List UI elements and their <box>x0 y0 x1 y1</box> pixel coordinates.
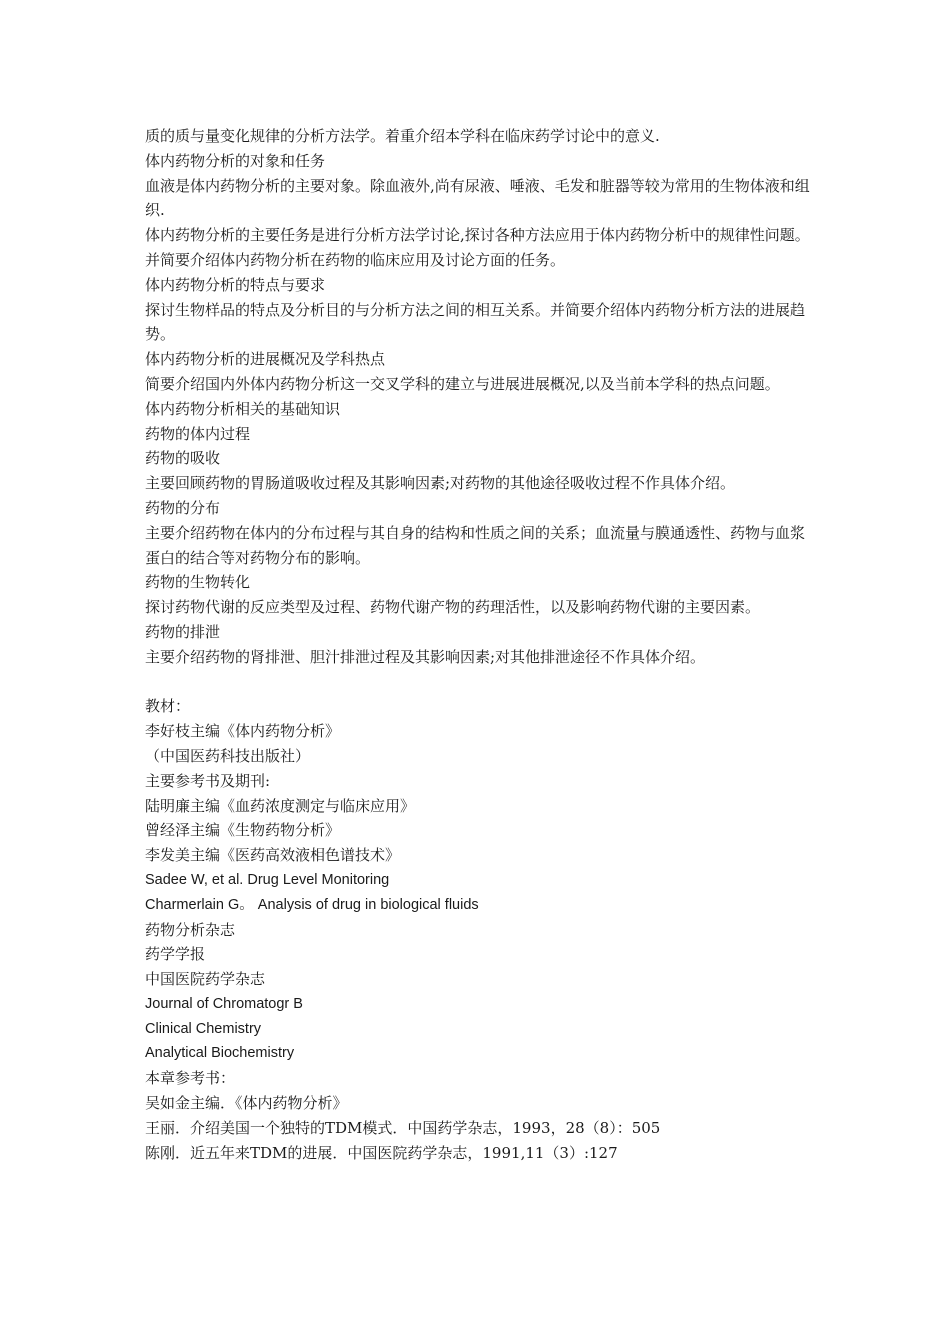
reference-item: 曾经泽主编《生物药物分析》 <box>145 821 341 840</box>
paragraph: 主要介绍药物在体内的分布过程与其自身的结构和性质之间的关系；血流量与膜通透性、药物与血浆蛋白的结合等对药物分布的影响。 <box>145 523 806 567</box>
reference-item: Sadee W, et al. Drug Level Monitoring <box>145 871 390 888</box>
heading: 药物的分布 <box>145 498 221 517</box>
heading: 药物的生物转化 <box>145 573 251 592</box>
heading: 体内药物分析的进展概况及学科热点 <box>145 350 386 369</box>
heading: 体内药物分析相关的基础知识 <box>145 399 341 418</box>
paragraph: 体内药物分析的主要任务是进行分析方法学讨论,探讨各种方法应用于体内药物分析中的规律性问题。并简要介绍体内药物分析在药物的临床应用及讨论方面的任务。 <box>145 226 810 269</box>
journal-item: 中国医院药学杂志 <box>145 970 266 989</box>
chapter-references-label: 本章参考书： <box>145 1069 236 1088</box>
paragraph: 质的质与量变化规律的分析方法学。着重介绍本学科在临床药学讨论中的意义. <box>145 127 660 145</box>
heading: 药物的排泄 <box>145 622 221 641</box>
spacer <box>145 670 810 695</box>
paragraph: 简要介绍国内外体内药物分析这一交叉学科的建立与进展进展概况,以及当前本学科的热点问题。 <box>145 374 780 393</box>
journal-item: Clinical Chemistry <box>145 1020 262 1037</box>
heading: 体内药物分析的特点与要求 <box>145 275 326 294</box>
paragraph: 主要回顾药物的胃肠道吸收过程及其影响因素;对药物的其他途径吸收过程不作具体介绍。 <box>145 474 736 493</box>
reference-item: （中国医药科技出版社） <box>145 746 311 765</box>
textbook-label: 教材： <box>145 697 191 716</box>
journal-item: Journal of Chromatogr B <box>145 995 303 1012</box>
references-label: 主要参考书及期刊: <box>145 771 271 790</box>
reference-item: 陆明廉主编《血药浓度测定与临床应用》 <box>145 796 416 815</box>
reference-item: 李发美主编《医药高效液相色谱技术》 <box>145 846 401 865</box>
reference-item: 李好枝主编《体内药物分析》 <box>145 722 341 741</box>
journal-item: Analytical Biochemistry <box>145 1045 295 1062</box>
document-page <box>145 124 810 1165</box>
heading: 体内药物分析的对象和任务 <box>145 151 326 170</box>
reference-item: 吴如金主编．《体内药物分析》 <box>145 1094 348 1113</box>
paragraph: 探讨生物样品的特点及分析目的与分析方法之间的相互关系。并简要介绍体内药物分析方法的进展趋势。 <box>145 300 806 344</box>
reference-item: 王丽．介绍美国一个独特的TDM模式．中国药学杂志，1993，28（8）：505 <box>145 1118 661 1137</box>
paragraph: 主要介绍药物的肾排泄、胆汁排泄过程及其影响因素;对其他排泄途径不作具体介绍。 <box>145 647 706 666</box>
paragraph: 血液是体内药物分析的主要对象。除血液外,尚有尿液、唾液、毛发和脏器等较为常用的生物体液和组织. <box>145 176 810 220</box>
journal-item: 药物分析杂志 <box>145 920 236 939</box>
heading: 药物的吸收 <box>145 449 221 468</box>
heading: 药物的体内过程 <box>145 424 251 443</box>
paragraph: 探讨药物代谢的反应类型及过程、药物代谢产物的药理活性，以及影响药物代谢的主要因素。 <box>145 598 761 617</box>
reference-item: Charmerlain G。 Analysis of drug in biological fluids <box>145 896 479 913</box>
journal-item: 药学学报 <box>145 945 206 964</box>
reference-item: 陈刚．近五年来TDM的进展．中国医院药学杂志，1991,11（3）:127 <box>145 1143 618 1162</box>
